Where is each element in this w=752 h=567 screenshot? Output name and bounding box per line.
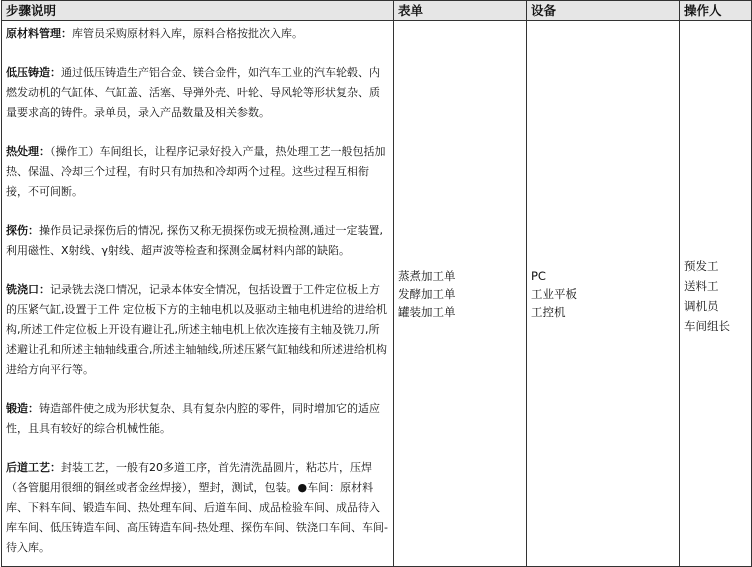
step-title: 锻造 [6, 402, 28, 415]
step-title: 低压铸造 [6, 66, 50, 79]
step-title: 后道工艺 [6, 461, 50, 474]
step-text: 操作员记录探伤后的情况, 探伤又称无损探伤或无损检测,通过一定装置,利用磁性、X射线、γ射线、超声波等检查和探测金属材料内部的缺陷。 [6, 224, 383, 257]
step-text: （操作工）车间组长，让程序记录好投入产量，热处理工艺一般包括加热、保温、冷却三个过程，有时只有加热和冷却两个过程。这些过程互相衔接，不可间断。 [6, 145, 386, 198]
forms-cell [394, 21, 527, 567]
step-text: 通过低压铸造生产铝合金、镁合金件，如汽车工业的汽车轮毂、内燃发动机的气缸体、气缸盖、活塞、导弹外壳、叶轮、导风轮等形状复杂、质量要求高的铸件。录单员，录入产品数量及相关参数。 [6, 66, 380, 119]
step-heat-treatment: 热处理：（操作工）车间组长，让程序记录好投入产量，热处理工艺一般包括加热、保温、冷却三个过程，有时只有加热和冷却两个过程。这些过程互相衔接，不可间断。 [6, 145, 386, 198]
header-forms: 表单 [394, 1, 527, 21]
step-title: 热处理 [6, 145, 39, 158]
operator-item: 调机员 [684, 298, 719, 313]
header-equipment: 设备 [527, 1, 680, 21]
step-text: 铸造部件使之成为形状复杂、具有复杂内腔的零件，同时增加它的适应性，且具有较好的综合机械性能。 [6, 402, 380, 435]
header-steps: 步骤说明 [2, 1, 394, 21]
process-table [1, 0, 752, 567]
step-title: 探伤 [6, 224, 28, 237]
form-item: 发酵加工单 [398, 286, 456, 301]
table-row [2, 21, 752, 567]
form-item: 蒸煮加工单 [398, 268, 456, 283]
operators-cell [680, 21, 752, 567]
step-text: 记录铣去浇口情况，记录本体安全情况，包括设置于工件定位板上方的压紧气缸,设置于工件 定位板下方的主轴电机以及驱动主轴电机进给的进给机构,所述工件定位板上开设有避让孔,所述主轴电机上依次连接有主轴及铣刀,所述避让孔和所述主轴轴线重合,所述主轴轴线,所述压紧气缸轴线和所述进给机构进给方向平行等。 [6, 283, 387, 376]
operator-item: 预发工 [684, 258, 719, 273]
step-low-pressure-casting: 低压铸造：通过低压铸造生产铝合金、镁合金件，如汽车工业的汽车轮毂、内燃发动机的气缸体、气缸盖、活塞、导弹外壳、叶轮、导风轮等形状复杂、质量要求高的铸件。录单员，录入产品数量及相关参数。 [6, 66, 380, 119]
step-flaw-detection: 探伤：操作员记录探伤后的情况, 探伤又称无损探伤或无损检测,通过一定装置,利用磁性、X射线、γ射线、超声波等检查和探测金属材料内部的缺陷。 [6, 224, 383, 257]
step-title: 铣浇口 [6, 283, 39, 296]
step-text: 封装工艺，一般有20多道工序，首先清洗晶圆片，粘芯片，压焊（各管腿用很细的铜丝或者金丝焊接），塑封，测试，包装。●车间：原材料库、下料车间、锻造车间、热处理车间、后道车间、成品检验车间、成品待入库车间、低压铸造车间、高压铸造车间-热处理、探伤车间、铁浇口车间、车间-待入库。 [6, 461, 388, 554]
step-back-end-process: 后道工艺：封装工艺，一般有20多道工序，首先清洗晶圆片，粘芯片，压焊（各管腿用很细的铜丝或者金丝焊接），塑封，测试，包装。●车间：原材料库、下料车间、锻造车间、热处理车间、后道车间、成品检验车间、成品待入库车间、低压铸造车间、高压铸造车间-热处理、探伤车间、铁浇口车间、车间-待入库。 [6, 461, 388, 554]
step-forging: 锻造：铸造部件使之成为形状复杂、具有复杂内腔的零件，同时增加它的适应性，且具有较好的综合机械性能。 [6, 402, 380, 435]
step-title: 原材料管理 [6, 27, 61, 40]
step-text: 库管员采购原材料入库，原料合格按批次入库。 [72, 27, 303, 40]
equipment-item: 工控机 [531, 304, 566, 319]
equipment-item: PC [531, 268, 546, 283]
header-operators: 操作人 [680, 1, 752, 21]
equipment-cell [527, 21, 680, 567]
operator-item: 送料工 [684, 278, 719, 293]
operator-item: 车间组长 [684, 318, 730, 333]
equipment-item: 工业平板 [531, 286, 577, 301]
form-item: 罐装加工单 [398, 304, 456, 319]
step-raw-material: 原材料管理：库管员采购原材料入库，原料合格按批次入库。 [6, 27, 303, 40]
step-gate-milling: 铣浇口：记录铣去浇口情况，记录本体安全情况，包括设置于工件定位板上方的压紧气缸,设置于工件 定位板下方的主轴电机以及驱动主轴电机进给的进给机构,所述工件定位板上开设有避让孔,所述主轴电机上依次连接有主轴及铣刀,所述避让孔和所述主轴轴线重合,所述主轴轴线,所述压紧气缸轴线和所述进给机构进给方向平行等。 [6, 283, 387, 376]
steps-cell [2, 21, 394, 567]
header-row [2, 1, 752, 21]
